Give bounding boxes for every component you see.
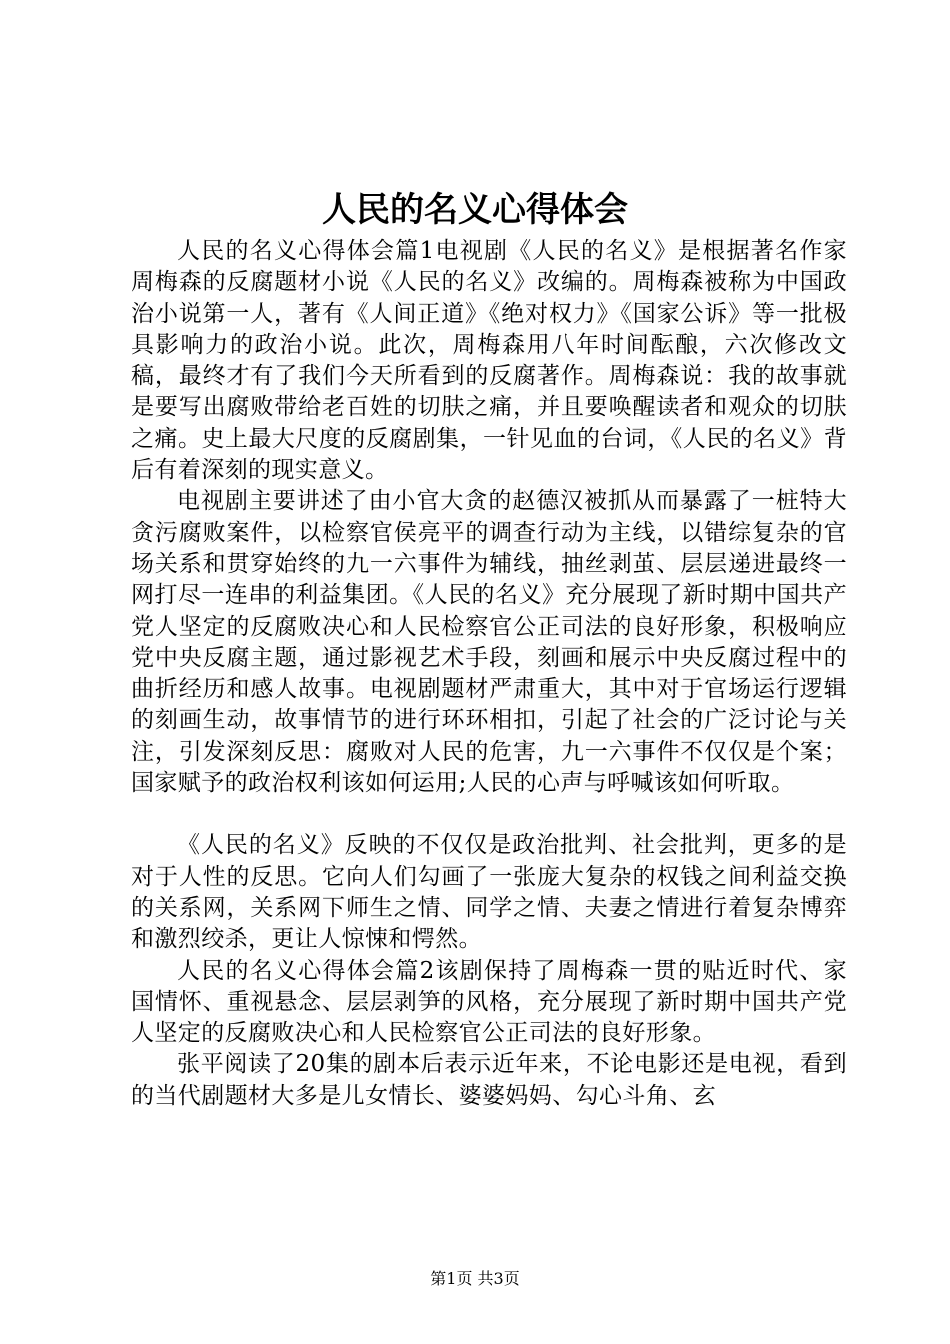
page-footer: 第1页 共3页 (430, 1269, 520, 1288)
paragraph-5: 张平阅读了20集的剧本后表示近年来，不论电影还是电视，看到的当代剧题材大多是儿女情长、婆婆妈妈、勾心斗角、玄 (131, 1051, 847, 1109)
document-body (131, 236, 847, 1112)
paragraph-1: 人民的名义心得体会篇1电视剧《人民的名义》是根据著名作家周梅森的反腐题材小说《人民的名义》改编的。周梅森被称为中国政治小说第一人，著有《人间正道》《绝对权力》《国家公诉》等一批极具影响力的政治小说。此次，周梅森用八年时间酝酿，六次修改文稿，最终才有了我们今天所看到的反腐著作。周梅森说：我的故事就是要写出腐败带给老百姓的切肤之痛，并且要唤醒读者和观众的切肤之痛。史上最大尺度的反腐剧集，一针见血的台词，《人民的名义》背后有着深刻的现实意义。 (131, 238, 847, 484)
document-title: 人民的名义心得体会 (322, 190, 628, 230)
paragraph-4: 人民的名义心得体会篇2该剧保持了周梅森一贯的贴近时代、家国情怀、重视悬念、层层剥笋的风格，充分展现了新时期中国共产党人坚定的反腐败决心和人民检察官公正司法的良好形象。 (131, 957, 847, 1047)
paragraph-2: 电视剧主要讲述了由小官大贪的赵德汉被抓从而暴露了一桩特大贪污腐败案件，以检察官侯亮平的调查行动为主线，以错综复杂的官场关系和贯穿始终的九一六事件为辅线，抽丝剥茧、层层递进最终一网打尽一连串的利益集团。《人民的名义》充分展现了新时期中国共产党人坚定的反腐败决心和人民检察官公正司法的良好形象，积极响应党中央反腐主题，通过影视艺术手段，刻画和展示中央反腐过程中的曲折经历和感人故事。电视剧题材严肃重大，其中对于官场运行逻辑的刻画生动，故事情节的进行环环相扣，引起了社会的广泛讨论与关注，引发深刻反思：腐败对人民的危害，九一六事件不仅仅是个案；国家赋予的政治权利该如何运用;人民的心声与呼喊该如何听取。 (131, 488, 847, 797)
paragraph-3: 《人民的名义》反映的不仅仅是政治批判、社会批判，更多的是对于人性的反思。它向人们勾画了一张庞大复杂的权钱之间利益交换的关系网，关系网下师生之情、同学之情、夫妻之情进行着复杂博弈和激烈绞杀，更让人惊悚和愕然。 (131, 832, 847, 953)
